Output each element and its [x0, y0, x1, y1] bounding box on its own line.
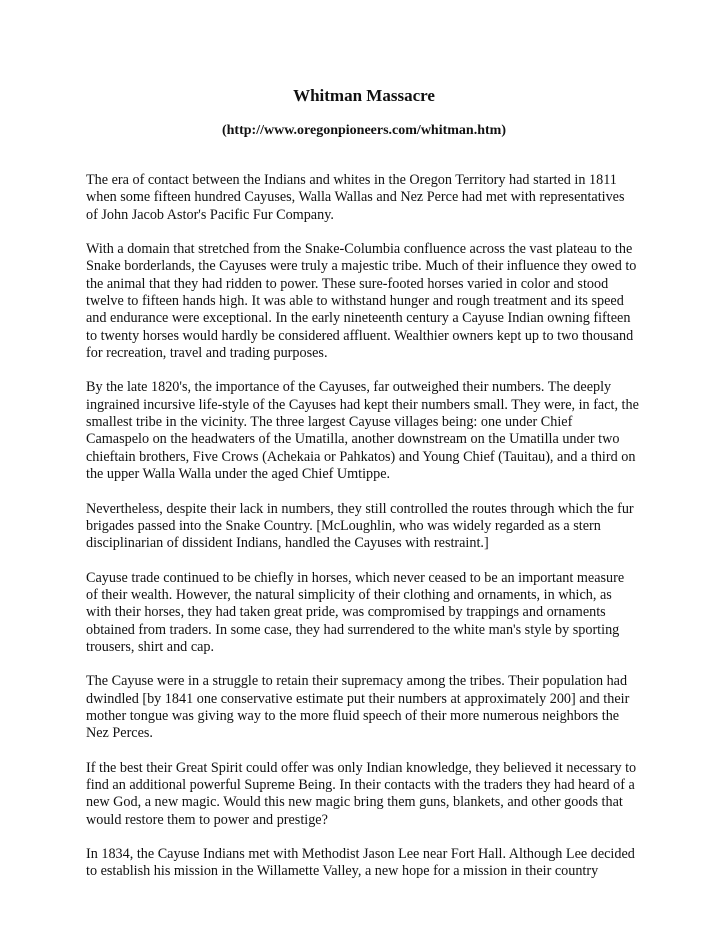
text-line: mother tongue was giving way to the more fluid speech of their more numerous neighbors the: [86, 707, 620, 724]
text-line: ingrained incursive life-style of the Cayuses had kept their numbers small. They were, in fact, the: [86, 396, 639, 413]
text-line: of John Jacob Astor's Pacific Fur Company.: [86, 206, 334, 223]
text-line: brigades passed into the Snake Country. [McLoughlin, who was widely regarded as a stern: [86, 517, 601, 534]
text-line: dwindled [by 1841 one conservative estimate put their numbers at approximately 200] and their: [86, 690, 630, 707]
text-line: Nevertheless, despite their lack in numbers, they still controlled the routes through which the fur: [86, 500, 634, 517]
text-line: obtained from traders. In some case, they had surrendered to the white man's style by sporting: [86, 621, 620, 638]
paragraph: [86, 501, 652, 553]
text-line: By the late 1820's, the importance of the Cayuses, far outweighed their numbers. The deeply: [86, 379, 612, 396]
text-line: to twenty horses would hardly be considered affluent. Wealthier owners kept up to two thousand: [86, 327, 634, 344]
paragraph: [86, 570, 652, 657]
text-line: when some fifteen hundred Cayuses, Walla Wallas and Nez Perce had met with representatives: [86, 189, 625, 206]
text-line: In 1834, the Cayuse Indians met with Methodist Jason Lee near Fort Hall. Although Lee decided: [86, 846, 635, 862]
text-line: The Cayuse were in a struggle to retain their supremacy among the tribes. Their population had: [86, 673, 628, 690]
text-line: would restore them to power and prestige?: [86, 811, 328, 828]
text-line: trousers, shirt and cap.: [86, 638, 215, 655]
text-line: with their horses, they had taken great pride, was compromised by trappings and ornaments: [86, 604, 606, 621]
text-line: find an additional powerful Supreme Being. In their contacts with the traders they had heard of a: [86, 776, 635, 793]
text-line: disciplinarian of dissident Indians, handled the Cayuses with restraint.]: [86, 535, 489, 552]
paragraph: [86, 379, 652, 483]
text-line: With a domain that stretched from the Snake-Columbia confluence across the vast plateau to the: [86, 241, 633, 258]
text-line: for recreation, travel and trading purposes.: [86, 345, 328, 362]
text-line: of their wealth. However, the natural simplicity of their clothing and ornaments, in which, as: [86, 586, 612, 603]
paragraph: [86, 760, 652, 829]
text-line: new God, a new magic. Would this new magic bring them guns, blankets, and other goods that: [86, 794, 623, 811]
text-line: The era of contact between the Indians and whites in the Oregon Territory had started in 1811: [86, 172, 617, 188]
text-line: If the best their Great Spirit could offer was only Indian knowledge, they believed it necessary to: [86, 759, 637, 776]
text-line: chieftain brothers, Five Crows (Achekaia or Pahkatos) and Young Chief (Tauitau), and a third on: [86, 448, 636, 465]
text-line: Snake borderlands, the Cayuses were truly a majestic tribe. Much of their influence they owed to: [86, 258, 637, 275]
paragraph: [86, 846, 652, 881]
text-line: the animal that they had ridden to power. These sure-footed horses varied in color and stood: [86, 275, 609, 292]
source-url: (http://www.oregonpioneers.com/whitman.htm): [221, 123, 506, 138]
text-line: twelve to fifteen hands high. It was able to withstand hunger and rough treatment and its speed: [86, 293, 624, 310]
text-line: Camaspelo on the headwaters of the Umatilla, another downstream on the Umatilla under two: [86, 431, 620, 448]
paragraph: [86, 241, 652, 362]
text-line: Cayuse trade continued to be chiefly in horses, which never ceased to be an important measure: [86, 569, 625, 586]
text-line: smallest tribe in the vicinity. The three largest Cayuse villages being: one under Chief: [86, 414, 573, 431]
paragraph: [86, 172, 652, 224]
document-body: [86, 172, 652, 898]
text-line: the upper Walla Walla under the aged Chief Umtippe.: [86, 466, 391, 483]
paragraph: [86, 673, 652, 742]
text-line: Nez Perces.: [86, 725, 153, 742]
text-line: and endurance were exceptional. In the early nineteenth century a Cayuse Indian owning fifteen: [86, 310, 631, 327]
document-title: Whitman Massacre: [293, 86, 435, 105]
text-line: to establish his mission in the Willamette Valley, a new hope for a mission in their country: [86, 863, 599, 880]
